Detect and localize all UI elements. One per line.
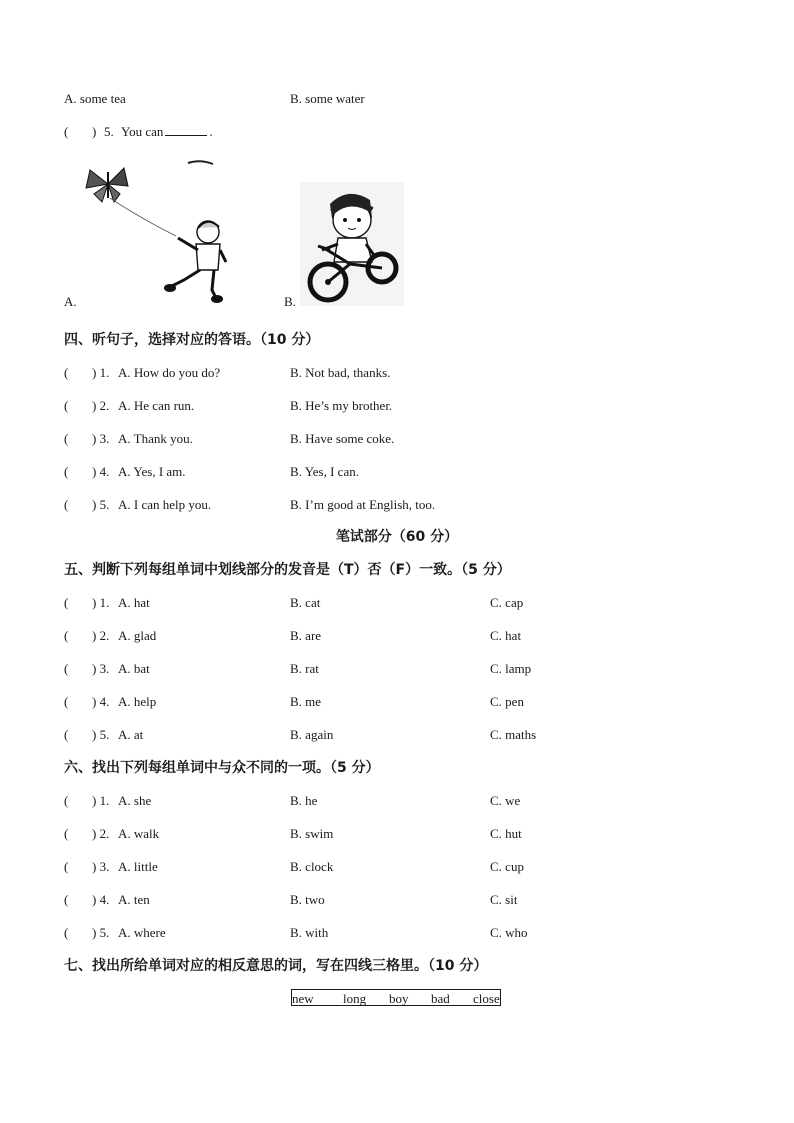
written-part-title: 笔试部分（60 分）	[335, 529, 459, 545]
answer-paren[interactable]: (	[64, 497, 69, 512]
option-b: B. Yes, I can.	[290, 464, 359, 479]
s4-item-4	[64, 461, 744, 483]
answer-paren[interactable]: (	[64, 826, 69, 841]
question-text	[121, 121, 213, 143]
answer-paren[interactable]: (	[64, 859, 69, 874]
answer-paren[interactable]: (	[64, 925, 69, 940]
s6-item-4	[64, 889, 744, 911]
question-stem: You can	[121, 124, 164, 139]
s5-item-5	[64, 724, 744, 746]
option-c: C. hat	[490, 628, 522, 643]
question-end: .	[209, 124, 213, 139]
option-c: C. sit	[490, 892, 518, 907]
picture-label-a: A.	[64, 294, 77, 309]
option-c: C. maths	[490, 727, 537, 742]
s3-q4-options	[64, 88, 744, 110]
boy-figure	[164, 221, 226, 303]
option-b: B. two	[290, 892, 325, 907]
option-c: C. cup	[490, 859, 524, 874]
option-a: A. How do you do?	[118, 365, 221, 380]
option-a: A. bat	[118, 661, 150, 676]
butterfly-kite-icon	[86, 168, 128, 202]
question-number: ) 3.	[92, 661, 110, 676]
question-number: ) 5.	[92, 727, 110, 742]
word-item: bad	[431, 991, 450, 1006]
section-6-title: 六、找出下列每组单词中与众不同的一项。（5 分）	[64, 760, 380, 776]
option-c: C. cap	[490, 595, 524, 610]
option-a: A. He can run.	[118, 398, 195, 413]
word-item: long	[343, 991, 367, 1006]
answer-paren[interactable]: (	[64, 694, 69, 709]
answer-paren[interactable]: (	[64, 595, 69, 610]
option-a: A. ten	[118, 892, 150, 907]
question-number: ) 4.	[92, 464, 110, 479]
answer-paren-open: (	[64, 124, 69, 139]
option-b: B. cat	[290, 595, 321, 610]
option-a: A. walk	[118, 826, 160, 841]
option-a: A. little	[118, 859, 158, 874]
answer-paren[interactable]: (	[64, 793, 69, 808]
question-number: ) 2.	[92, 628, 110, 643]
option-a: A. I can help you.	[118, 497, 212, 512]
s5-item-2	[64, 625, 744, 647]
option-a: A. Yes, I am.	[118, 464, 186, 479]
word-item: new	[292, 991, 314, 1006]
answer-paren[interactable]: (	[64, 727, 69, 742]
option-c: C. lamp	[490, 661, 532, 676]
picture-label-b: B.	[284, 294, 296, 309]
s5-item-1	[64, 592, 744, 614]
option-a: A. where	[118, 925, 166, 940]
word-box	[291, 989, 501, 1006]
fill-blank[interactable]	[165, 123, 207, 136]
question-number: ) 2.	[92, 826, 110, 841]
question-number: ) 1.	[92, 793, 110, 808]
option-b: B. He’s my brother.	[290, 398, 393, 413]
s4-item-2	[64, 395, 744, 417]
option-b: B. me	[290, 694, 322, 709]
answer-paren[interactable]: (	[64, 628, 69, 643]
option-a: A. hat	[118, 595, 150, 610]
question-number: ) 1.	[92, 595, 110, 610]
s4-item-1	[64, 362, 744, 384]
question-number: ) 3.	[92, 431, 110, 446]
answer-paren[interactable]: (	[64, 431, 69, 446]
question-number: ) 5.	[92, 925, 110, 940]
option-b: B. Not bad, thanks.	[290, 365, 391, 380]
word-item: close	[473, 991, 500, 1006]
question-number: 5.	[104, 124, 114, 139]
option-a: A. Thank you.	[118, 431, 193, 446]
answer-paren[interactable]: (	[64, 365, 69, 380]
question-number: ) 4.	[92, 892, 110, 907]
section-4-title: 四、听句子，选择对应的答语。（10 分）	[64, 332, 320, 348]
question-number: )	[92, 124, 97, 139]
option-b: B. clock	[290, 859, 334, 874]
s6-item-3	[64, 856, 744, 878]
s6-item-5	[64, 922, 744, 944]
option-c: C. pen	[490, 694, 524, 709]
option-a: A. some tea	[64, 91, 126, 106]
answer-paren[interactable]: (	[64, 661, 69, 676]
answer-paren[interactable]: (	[64, 398, 69, 413]
option-b: B. again	[290, 727, 334, 742]
question-number: ) 5.	[92, 497, 110, 512]
word-item: boy	[389, 991, 409, 1006]
question-number: ) 1.	[92, 365, 110, 380]
s6-item-1	[64, 790, 744, 812]
option-b: B. rat	[290, 661, 319, 676]
s3-q5	[64, 121, 744, 143]
option-c: C. we	[490, 793, 521, 808]
section-5-title: 五、判断下列每组单词中划线部分的发音是（T）否（F）一致。（5 分）	[64, 562, 511, 578]
option-b: B. I’m good at English, too.	[290, 497, 436, 512]
option-b: B. he	[290, 793, 318, 808]
s4-item-5	[64, 494, 744, 516]
option-c: C. who	[490, 925, 528, 940]
bike-boy-picture	[300, 182, 404, 306]
question-number: ) 2.	[92, 398, 110, 413]
option-a: A. help	[118, 694, 157, 709]
s5-item-4	[64, 691, 744, 713]
question-number: ) 3.	[92, 859, 110, 874]
s5-item-3	[64, 658, 744, 680]
option-b: B. swim	[290, 826, 334, 841]
option-c: C. hut	[490, 826, 522, 841]
option-b: B. some water	[290, 91, 365, 106]
section-7-title: 七、找出所给单词对应的相反意思的词，写在四线三格里。（10 分）	[64, 958, 488, 974]
answer-paren[interactable]: (	[64, 892, 69, 907]
s4-item-3	[64, 428, 744, 450]
kite-boy-picture	[80, 158, 230, 306]
option-a: A. at	[118, 727, 144, 742]
question-number: ) 4.	[92, 694, 110, 709]
answer-paren[interactable]: (	[64, 464, 69, 479]
option-a: A. glad	[118, 628, 157, 643]
option-b: B. Have some coke.	[290, 431, 395, 446]
option-b: B. are	[290, 628, 322, 643]
option-a: A. she	[118, 793, 152, 808]
s6-item-2	[64, 823, 744, 845]
option-b: B. with	[290, 925, 329, 940]
